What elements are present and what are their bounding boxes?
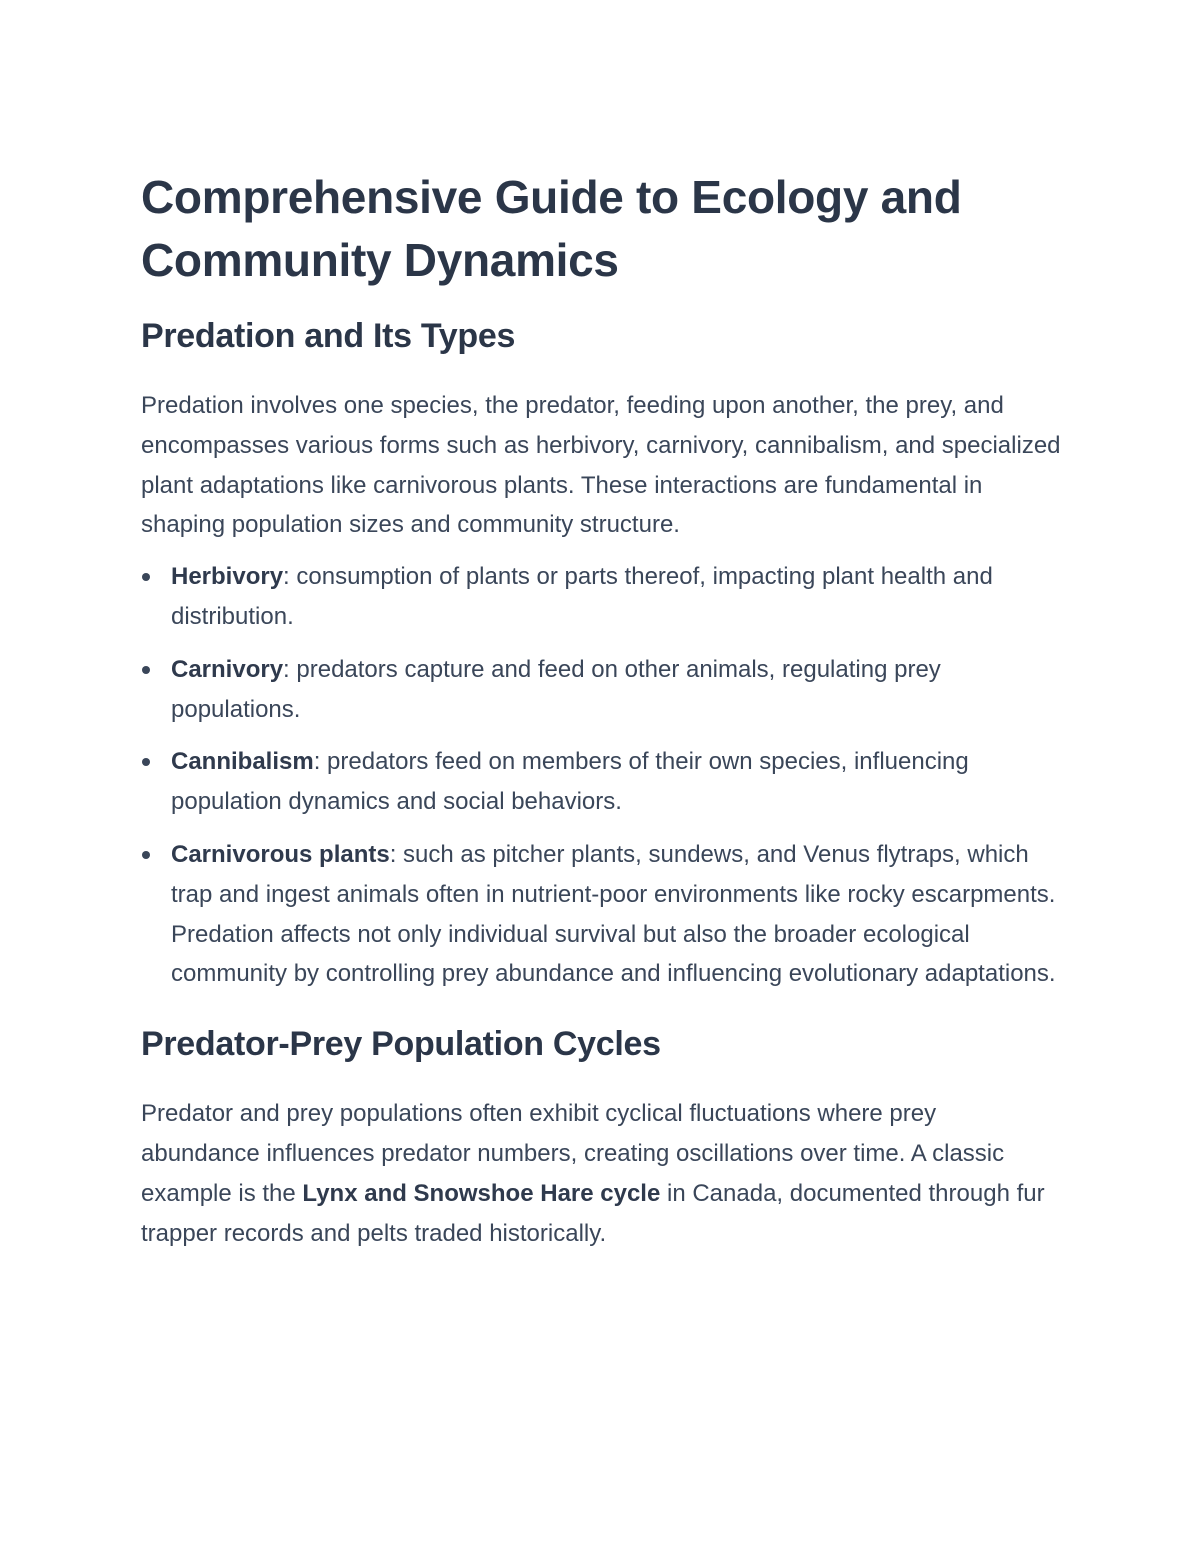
- predation-types-list: [141, 557, 1061, 994]
- list-item-text: : such as pitcher plants, sundews, and Venus flytraps, which trap and ingest animals often in nutrient-poor environments like rocky escarpments.: [171, 840, 1056, 908]
- list-item-carnivorous-plants: [141, 835, 1061, 994]
- bullet-icon: [142, 573, 150, 581]
- predation-intro-paragraph: Predation involves one species, the predator, feeding upon another, the prey, and encompasses various forms such as herbivory, carnivory, cannibalism, and specialized plant adaptations like carnivorous plants. These interactions are fundamental in shaping population sizes and community structure.: [141, 392, 1061, 539]
- list-item-text: : predators feed on members of their own species, influencing population dynamics and social behaviors.: [171, 748, 969, 816]
- list-item-term: Cannibalism: [171, 748, 314, 776]
- cycles-highlight: Lynx and Snowshoe Hare cycle: [302, 1179, 661, 1207]
- page-title: Comprehensive Guide to Ecology and Community Dynamics: [141, 171, 962, 286]
- list-item-cannibalism: [141, 742, 1061, 822]
- list-item-text: : predators capture and feed on other animals, regulating prey populations.: [171, 655, 941, 723]
- cycles-text-after: in Canada, documented through fur trapper records and pelts traded historically.: [141, 1179, 1045, 1247]
- bullet-icon: [142, 666, 150, 674]
- list-item-term: Carnivory: [171, 655, 284, 683]
- bullet-icon: [142, 851, 150, 859]
- cycles-paragraph: [141, 1094, 1061, 1253]
- list-item-herbivory: [141, 557, 1061, 637]
- list-item-continuation: Predation affects not only individual survival but also the broader ecological community by controlling prey abundance and influencing evolutionary adaptations.: [171, 920, 1056, 988]
- section-heading-cycles: Predator-Prey Population Cycles: [141, 1025, 661, 1064]
- list-item-text: : consumption of plants or parts thereof, impacting plant health and distribution.: [171, 563, 993, 630]
- list-item-term: Herbivory: [171, 563, 284, 591]
- bullet-icon: [142, 758, 150, 766]
- section-heading-predation: Predation and Its Types: [141, 317, 516, 355]
- list-item-term: Carnivorous plants: [171, 840, 390, 868]
- list-item-carnivory: [141, 650, 1061, 730]
- cycles-text-before: Predator and prey populations often exhibit cyclical fluctuations where prey abundance influences predator numbers, creating oscillations over time. A classic example is the: [141, 1100, 1005, 1207]
- document-page: [141, 166, 1061, 1253]
